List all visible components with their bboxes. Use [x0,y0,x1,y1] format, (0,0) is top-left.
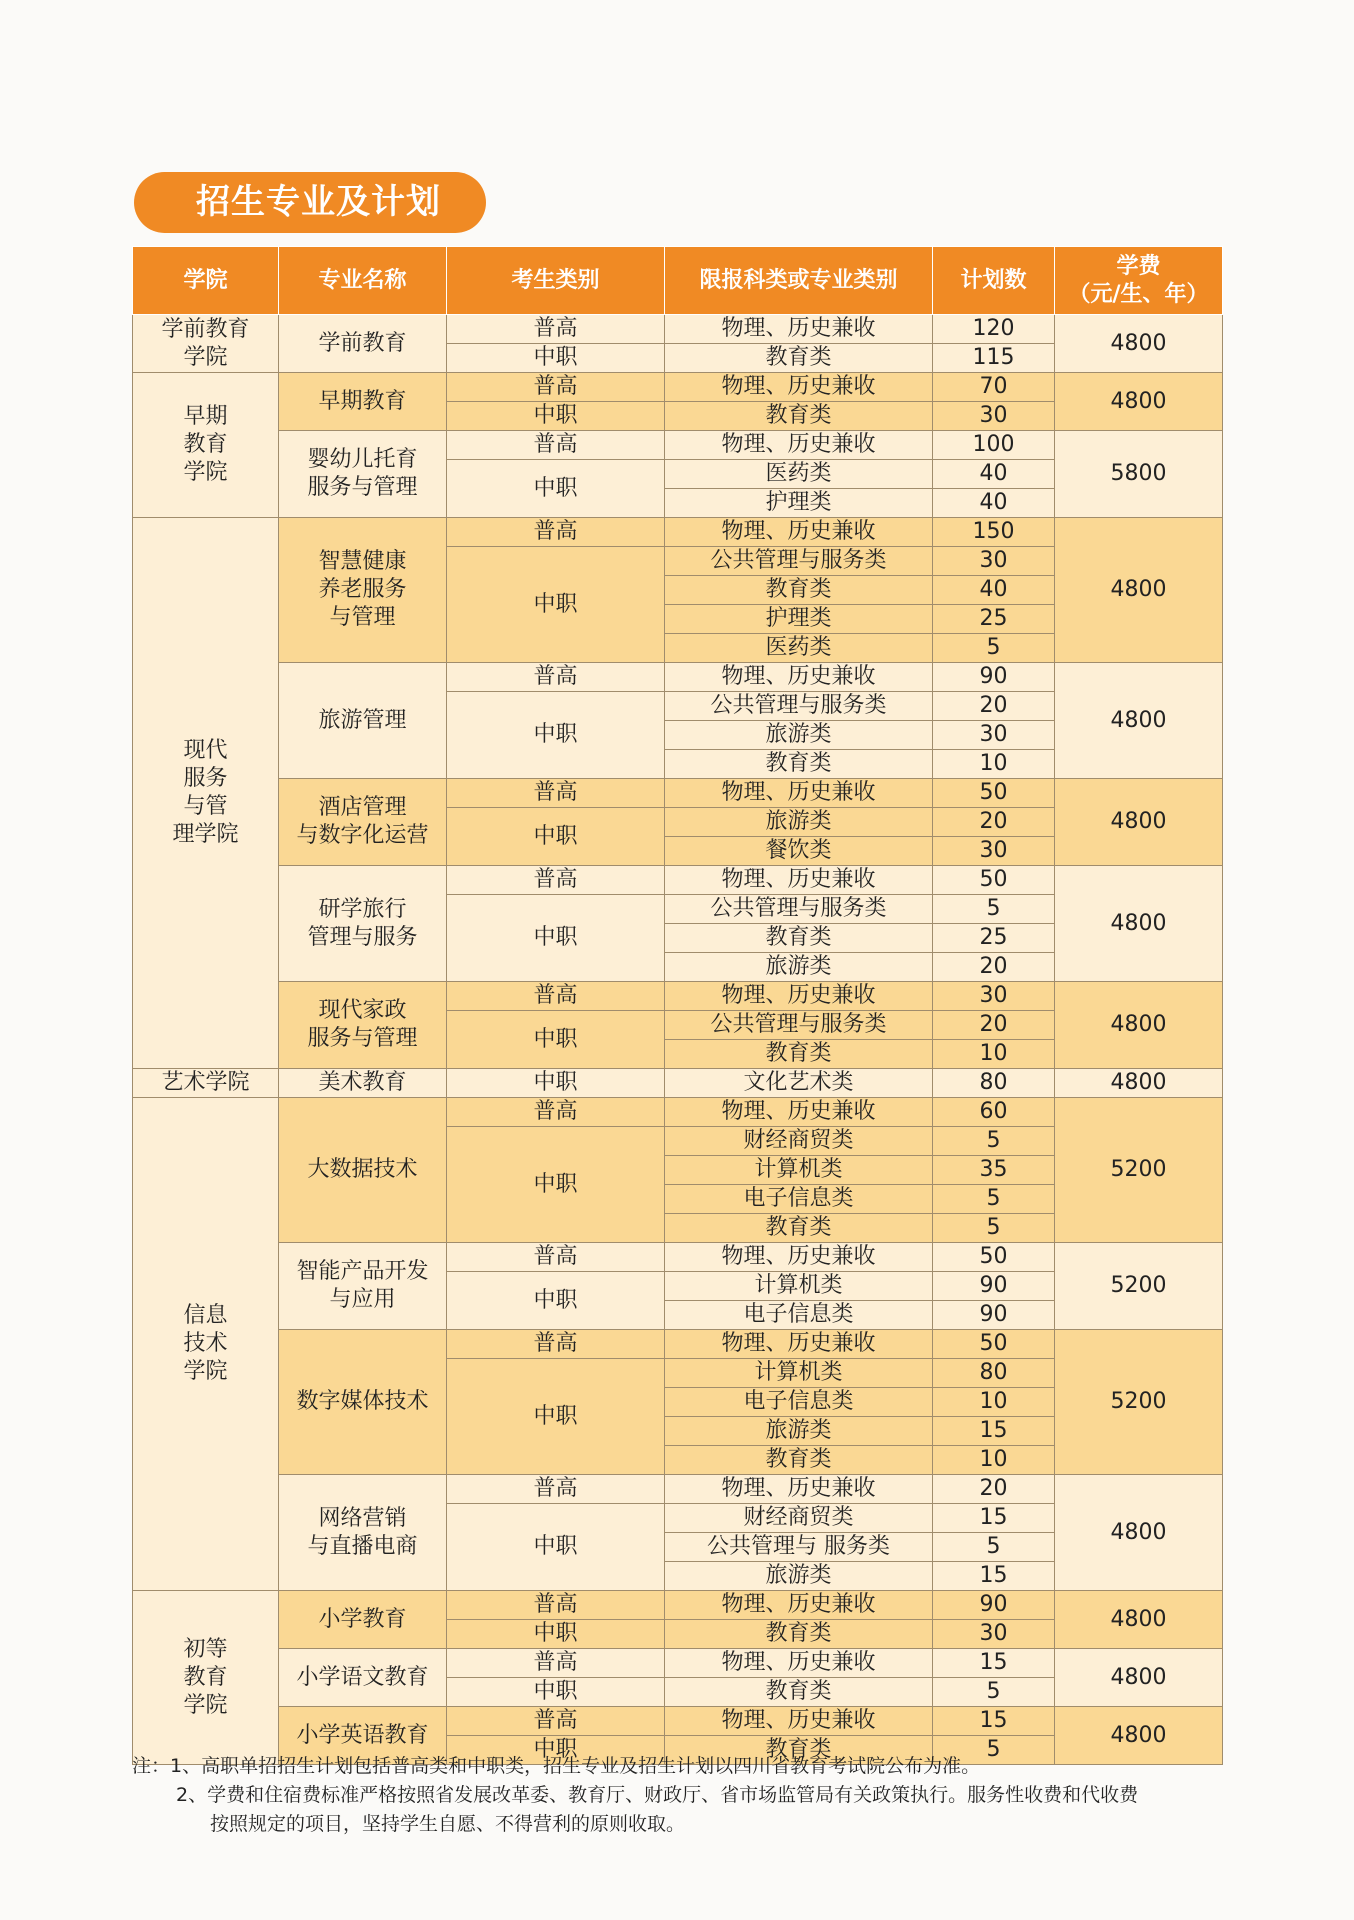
exam-type-cell: 普高 [447,1649,665,1678]
fee-cell: 4800 [1055,373,1223,431]
subject-cell: 护理类 [665,489,933,518]
fee-cell: 4800 [1055,518,1223,663]
subject-cell: 旅游类 [665,1417,933,1446]
subject-cell: 文化艺术类 [665,1069,933,1098]
major-cell: 数字媒体技术 [279,1330,447,1475]
exam-type-cell: 中职 [447,344,665,373]
subject-cell: 物理、历史兼收 [665,1475,933,1504]
table-row [133,1069,1223,1098]
exam-type-cell: 普高 [447,866,665,895]
exam-type-cell: 普高 [447,373,665,402]
plan-cell: 90 [933,1301,1055,1330]
fee-cell: 4800 [1055,1707,1223,1765]
plan-cell: 20 [933,953,1055,982]
fee-cell: 4800 [1055,779,1223,866]
plan-cell: 20 [933,1011,1055,1040]
college-cell: 初等 教育 学院 [133,1591,279,1765]
exam-type-cell: 中职 [447,1272,665,1330]
table-row [133,866,1223,895]
table-row [133,663,1223,692]
subject-cell: 教育类 [665,576,933,605]
major-cell: 小学语文教育 [279,1649,447,1707]
plan-cell: 80 [933,1069,1055,1098]
plan-cell: 50 [933,1243,1055,1272]
major-cell: 婴幼儿托育 服务与管理 [279,431,447,518]
plan-cell: 30 [933,402,1055,431]
header-fee-line1: 学费 [1116,253,1161,279]
plan-cell: 40 [933,460,1055,489]
exam-type-cell: 普高 [447,1330,665,1359]
exam-type-cell: 中职 [447,1736,665,1765]
fee-cell: 4800 [1055,1649,1223,1707]
header-major: 专业名称 [279,247,447,315]
fee-cell: 4800 [1055,315,1223,373]
header-exam-type: 考生类别 [447,247,665,315]
subject-cell: 物理、历史兼收 [665,518,933,547]
exam-type-cell: 中职 [447,547,665,663]
exam-type-cell: 普高 [447,982,665,1011]
subject-cell: 物理、历史兼收 [665,1243,933,1272]
plan-cell: 100 [933,431,1055,460]
subject-cell: 电子信息类 [665,1185,933,1214]
subject-cell: 物理、历史兼收 [665,1098,933,1127]
plan-cell: 35 [933,1156,1055,1185]
subject-cell: 公共管理与 服务类 [665,1533,933,1562]
exam-type-cell: 普高 [447,315,665,344]
major-cell: 智能产品开发 与应用 [279,1243,447,1330]
subject-cell: 公共管理与服务类 [665,895,933,924]
major-cell: 网络营销 与直播电商 [279,1475,447,1591]
plan-cell: 10 [933,1388,1055,1417]
exam-type-cell: 普高 [447,431,665,460]
plan-cell: 5 [933,1214,1055,1243]
subject-cell: 公共管理与服务类 [665,692,933,721]
exam-type-cell: 普高 [447,779,665,808]
subject-cell: 公共管理与服务类 [665,547,933,576]
header-plan: 计划数 [933,247,1055,315]
exam-type-cell: 普高 [447,1098,665,1127]
subject-cell: 教育类 [665,1040,933,1069]
major-cell: 小学英语教育 [279,1707,447,1765]
subject-cell: 物理、历史兼收 [665,663,933,692]
note-2: 2、学费和住宿费标准严格按照省发展改革委、教育厅、财政厅、省市场监管局有关政策执行。服务性收费和代收费 [176,1784,1139,1806]
subject-cell: 物理、历史兼收 [665,866,933,895]
plan-cell: 90 [933,663,1055,692]
plan-cell: 30 [933,721,1055,750]
subject-cell: 教育类 [665,924,933,953]
subject-cell: 物理、历史兼收 [665,1707,933,1736]
exam-type-cell: 普高 [447,518,665,547]
exam-type-cell: 中职 [447,895,665,982]
enrollment-plan-table [132,246,1223,1765]
plan-cell: 5 [933,634,1055,663]
table-header-row [133,247,1223,315]
plan-cell: 15 [933,1707,1055,1736]
subject-cell: 旅游类 [665,808,933,837]
fee-cell: 4800 [1055,982,1223,1069]
subject-cell: 教育类 [665,1736,933,1765]
subject-cell: 教育类 [665,402,933,431]
subject-cell: 公共管理与服务类 [665,1011,933,1040]
plan-cell: 80 [933,1359,1055,1388]
subject-cell: 餐饮类 [665,837,933,866]
plan-cell: 15 [933,1504,1055,1533]
plan-cell: 150 [933,518,1055,547]
exam-type-cell: 普高 [447,1243,665,1272]
header-fee [1055,247,1223,315]
plan-cell: 30 [933,982,1055,1011]
subject-cell: 教育类 [665,1678,933,1707]
subject-cell: 物理、历史兼收 [665,779,933,808]
exam-type-cell: 中职 [447,1359,665,1475]
subject-cell: 医药类 [665,634,933,663]
exam-type-cell: 中职 [447,1127,665,1243]
plan-cell: 90 [933,1591,1055,1620]
subject-cell: 计算机类 [665,1156,933,1185]
fee-cell: 4800 [1055,1591,1223,1649]
plan-cell: 70 [933,373,1055,402]
subject-cell: 物理、历史兼收 [665,315,933,344]
major-cell: 酒店管理 与数字化运营 [279,779,447,866]
plan-cell: 10 [933,1446,1055,1475]
note-2-continued: 按照规定的项目，坚持学生自愿、不得营利的原则收取。 [210,1813,686,1835]
table-row [133,1475,1223,1504]
plan-cell: 20 [933,808,1055,837]
subject-cell: 财经商贸类 [665,1504,933,1533]
subject-cell: 财经商贸类 [665,1127,933,1156]
plan-cell: 10 [933,1040,1055,1069]
plan-cell: 120 [933,315,1055,344]
subject-cell: 旅游类 [665,953,933,982]
fee-cell: 4800 [1055,1475,1223,1591]
subject-cell: 物理、历史兼收 [665,982,933,1011]
plan-cell: 10 [933,750,1055,779]
major-cell: 学前教育 [279,315,447,373]
exam-type-cell: 中职 [447,1504,665,1591]
plan-cell: 40 [933,576,1055,605]
fee-cell: 4800 [1055,866,1223,982]
table-row [133,1243,1223,1272]
subject-cell: 计算机类 [665,1359,933,1388]
table-row [133,518,1223,547]
plan-cell: 15 [933,1417,1055,1446]
plan-cell: 5 [933,1533,1055,1562]
subject-cell: 教育类 [665,1214,933,1243]
plan-cell: 50 [933,779,1055,808]
exam-type-cell: 普高 [447,663,665,692]
subject-cell: 旅游类 [665,1562,933,1591]
exam-type-cell: 中职 [447,692,665,779]
plan-cell: 20 [933,692,1055,721]
college-cell: 艺术学院 [133,1069,279,1098]
subject-cell: 旅游类 [665,721,933,750]
header-college: 学院 [133,247,279,315]
plan-cell: 25 [933,924,1055,953]
major-cell: 美术教育 [279,1069,447,1098]
header-subject: 限报科类或专业类别 [665,247,933,315]
plan-cell: 115 [933,344,1055,373]
plan-cell: 50 [933,1330,1055,1359]
plan-cell: 30 [933,837,1055,866]
plan-cell: 30 [933,1620,1055,1649]
subject-cell: 教育类 [665,1620,933,1649]
major-cell: 早期教育 [279,373,447,431]
plan-cell: 5 [933,895,1055,924]
fee-cell: 5200 [1055,1098,1223,1243]
subject-cell: 物理、历史兼收 [665,1330,933,1359]
college-cell: 学前教育 学院 [133,315,279,373]
table-row [133,1591,1223,1620]
table-row [133,779,1223,808]
major-cell: 现代家政 服务与管理 [279,982,447,1069]
table-row [133,315,1223,344]
subject-cell: 教育类 [665,1446,933,1475]
exam-type-cell: 普高 [447,1707,665,1736]
subject-cell: 护理类 [665,605,933,634]
fee-cell: 5200 [1055,1243,1223,1330]
exam-type-cell: 中职 [447,1011,665,1069]
subject-cell: 物理、历史兼收 [665,1649,933,1678]
footnotes [132,1752,1227,1839]
subject-cell: 教育类 [665,750,933,779]
table-row [133,982,1223,1011]
plan-cell: 30 [933,547,1055,576]
major-cell: 大数据技术 [279,1098,447,1243]
plan-cell: 5 [933,1678,1055,1707]
plan-cell: 20 [933,1475,1055,1504]
subject-cell: 医药类 [665,460,933,489]
fee-cell: 5800 [1055,431,1223,518]
table-row [133,1649,1223,1678]
plan-cell: 60 [933,1098,1055,1127]
plan-cell: 5 [933,1185,1055,1214]
section-title: 招生专业及计划 [134,172,486,233]
subject-cell: 物理、历史兼收 [665,373,933,402]
college-cell: 现代 服务 与管 理学院 [133,518,279,1069]
exam-type-cell: 中职 [447,1620,665,1649]
college-cell: 早期 教育 学院 [133,373,279,518]
subject-cell: 电子信息类 [665,1301,933,1330]
major-cell: 小学教育 [279,1591,447,1649]
table-body [133,315,1223,1765]
exam-type-cell: 中职 [447,402,665,431]
exam-type-cell: 中职 [447,460,665,518]
fee-cell: 4800 [1055,663,1223,779]
subject-cell: 教育类 [665,344,933,373]
enrollment-table-container [132,246,1222,1765]
plan-cell: 25 [933,605,1055,634]
plan-cell: 40 [933,489,1055,518]
subject-cell: 物理、历史兼收 [665,431,933,460]
exam-type-cell: 中职 [447,1678,665,1707]
exam-type-cell: 普高 [447,1475,665,1504]
plan-cell: 15 [933,1562,1055,1591]
plan-cell: 5 [933,1127,1055,1156]
major-cell: 研学旅行 管理与服务 [279,866,447,982]
subject-cell: 电子信息类 [665,1388,933,1417]
fee-cell: 4800 [1055,1069,1223,1098]
header-fee-line2: （元/生、年） [1068,281,1209,307]
exam-type-cell: 中职 [447,808,665,866]
major-cell: 旅游管理 [279,663,447,779]
exam-type-cell: 中职 [447,1069,665,1098]
subject-cell: 物理、历史兼收 [665,1591,933,1620]
table-row [133,373,1223,402]
fee-cell: 5200 [1055,1330,1223,1475]
table-row [133,1707,1223,1736]
college-cell: 信息 技术 学院 [133,1098,279,1591]
exam-type-cell: 普高 [447,1591,665,1620]
table-row [133,1098,1223,1127]
subject-cell: 计算机类 [665,1272,933,1301]
plan-cell: 50 [933,866,1055,895]
plan-cell: 5 [933,1736,1055,1765]
table-row [133,431,1223,460]
note-1: 注：1、高职单招招生计划包括普高类和中职类，招生专业及招生计划以四川省教育考试院公布为准。 [132,1755,981,1777]
plan-cell: 90 [933,1272,1055,1301]
major-cell: 智慧健康 养老服务 与管理 [279,518,447,663]
plan-cell: 15 [933,1649,1055,1678]
table-row [133,1330,1223,1359]
